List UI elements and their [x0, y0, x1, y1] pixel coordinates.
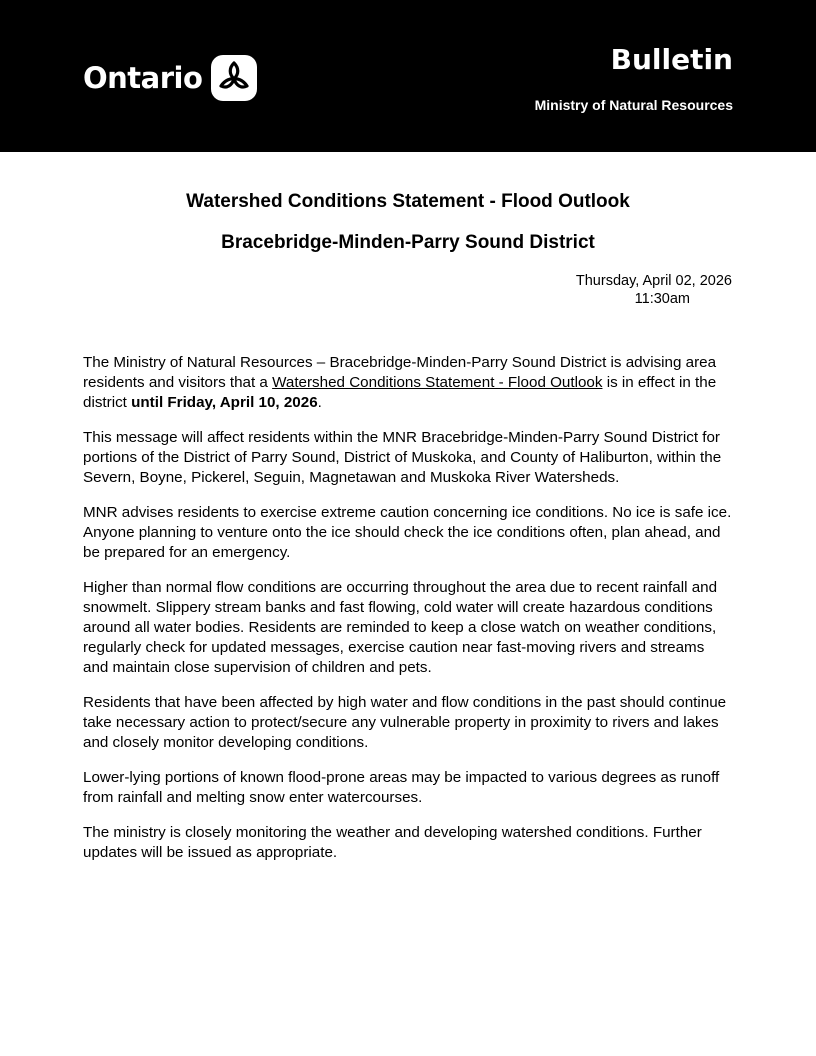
paragraph-flood-prone: Lower-lying portions of known flood-prone areas may be impacted to various degrees as runoff from rainfall and melting snow enter watercourses.	[83, 769, 720, 806]
trillium-icon	[211, 55, 257, 101]
paragraph-property-action: Residents that have been affected by high water and flow conditions in the past should continue take necessary action to protect/secure any vulnerable property in proximity to rivers and lakes and closely monitor developing conditions.	[83, 694, 727, 751]
paragraph-ice-caution: MNR advises residents to exercise extreme caution concerning ice conditions. No ice is safe ice. Anyone planning to venture onto the ice should check the ice conditions often, plan ahead, and be prepared for an emergency.	[83, 504, 732, 561]
district-subtitle: Bracebridge-Minden-Parry Sound District	[221, 232, 595, 253]
intro-text: The Ministry of Natural Resources – Bracebridge-Minden-Parry Sound District is advising area residents and visitors that a	[83, 354, 717, 391]
paragraph-intro	[83, 353, 733, 413]
intro-text-cont: is in effect in the district	[83, 374, 717, 411]
intro-period: .	[317, 394, 322, 411]
paragraph-affected-area: This message will affect residents within the MNR Bracebridge-Minden-Parry Sound District for portions of the District of Parry Sound, District of Muskoka, and County of Haliburton, within the Severn, Boyne, Pickerel, Seguin, Magnetawan and Muskoka River Watersheds.	[83, 429, 722, 486]
bulletin-label: Bulletin	[610, 43, 733, 76]
bulletin-body	[83, 353, 733, 878]
issue-time: 11:30am	[634, 291, 690, 307]
expiry-date: until Friday, April 10, 2026	[131, 394, 318, 411]
paragraph-monitoring: The ministry is closely monitoring the weather and developing watershed conditions. Further updates will be issued as appropriate.	[83, 824, 702, 861]
issue-date-block	[520, 272, 732, 308]
page-title: Watershed Conditions Statement - Flood Outlook	[186, 191, 630, 212]
paragraph-flow-conditions: Higher than normal flow conditions are occurring throughout the area due to recent rainfall and snowmelt. Slippery stream banks and fast flowing, cold water will create hazardous conditions around all water bodies. Residents are reminded to keep a close watch on weather conditions, regularly check for updated messages, exercise caution near fast-moving rivers and streams and maintain close supervision of children and pets.	[83, 579, 718, 676]
ontario-wordmark: Ontario	[83, 61, 203, 95]
ministry-name: Ministry of Natural Resources	[534, 97, 733, 113]
issue-date: Thursday, April 02, 2026	[575, 273, 732, 289]
bulletin-header	[0, 0, 816, 152]
statement-link[interactable]: Watershed Conditions Statement - Flood Outlook	[272, 374, 603, 391]
